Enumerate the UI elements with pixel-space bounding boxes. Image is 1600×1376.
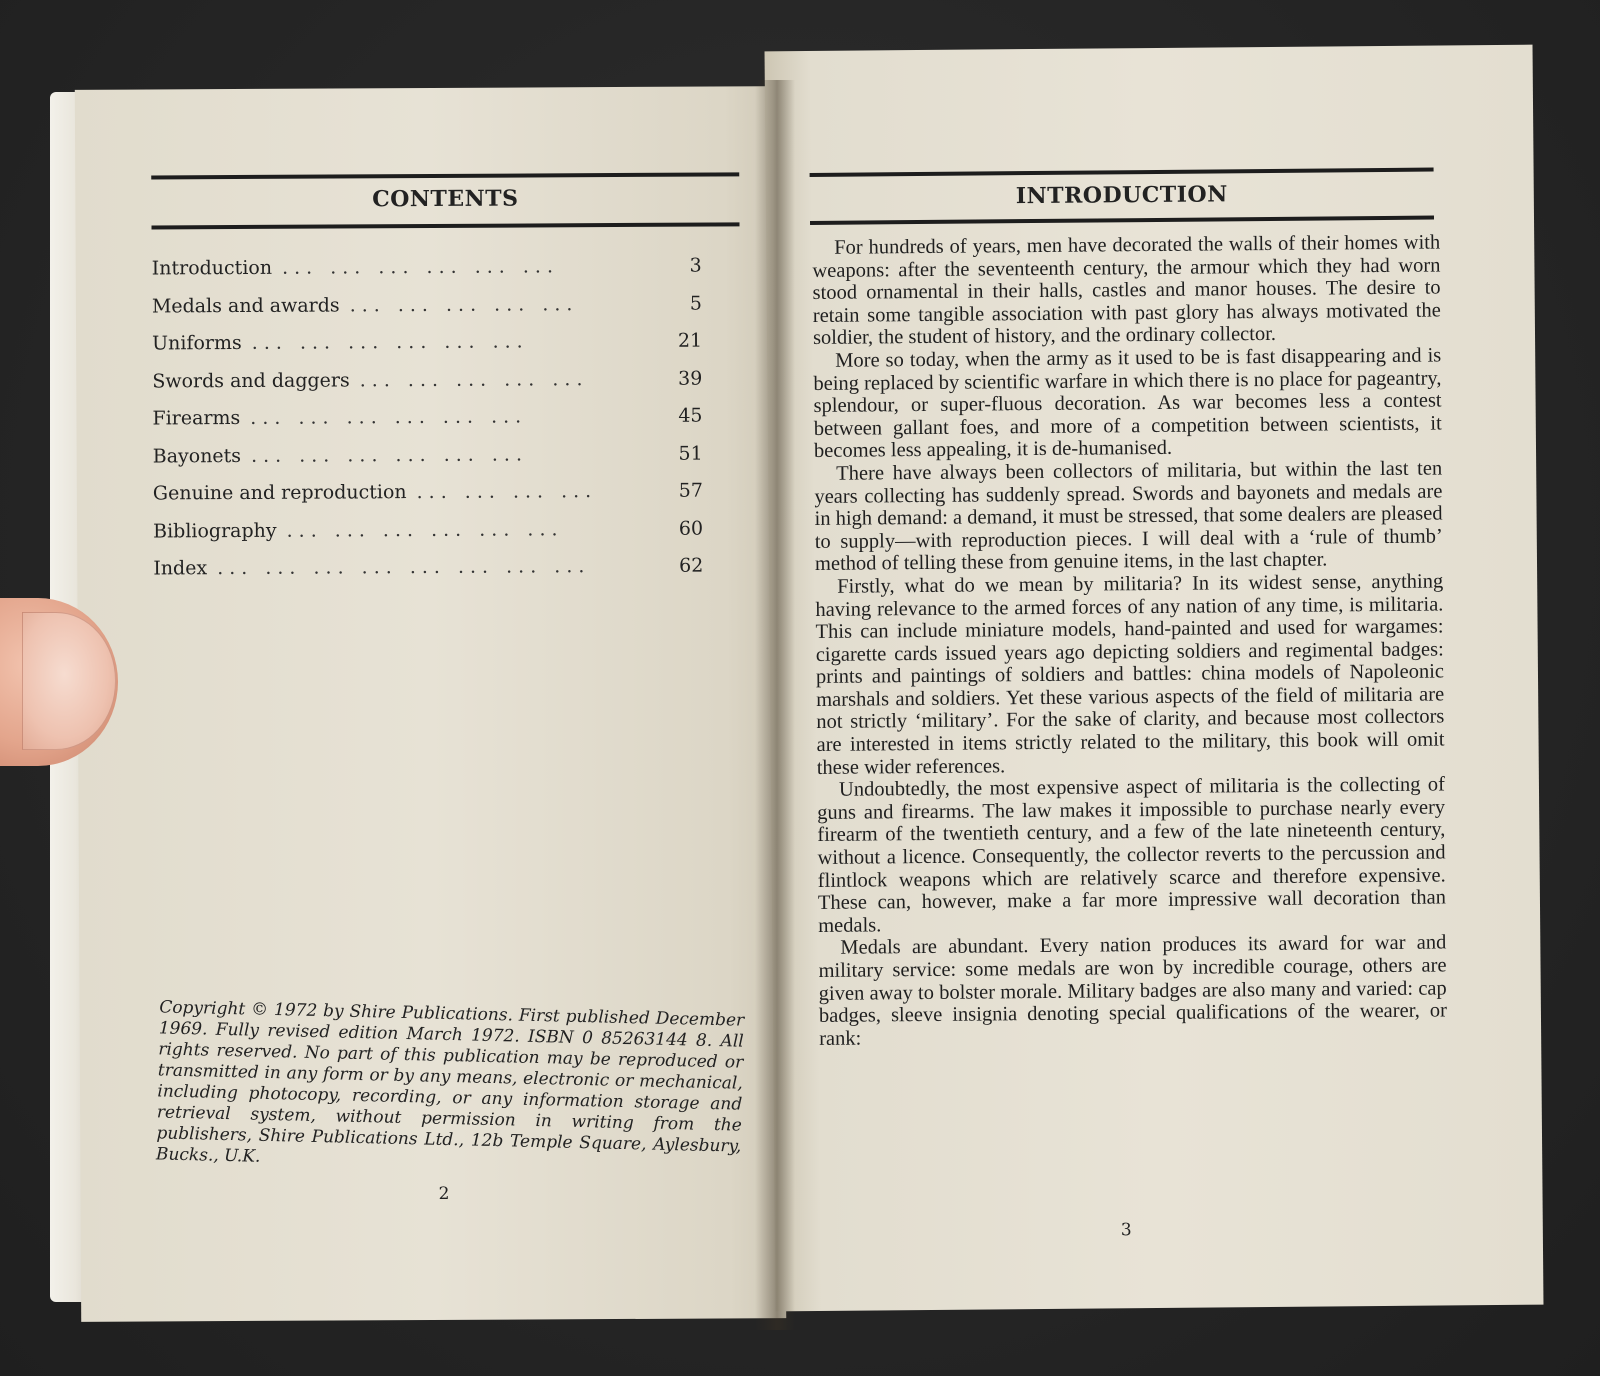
contents-bottom-rule xyxy=(151,222,739,229)
toc-leader-dots: ... ... ... ... ... xyxy=(359,367,589,391)
toc-title: Introduction xyxy=(151,256,273,280)
left-page xyxy=(75,86,786,1322)
introduction-heading: INTRODUCTION xyxy=(1015,181,1228,210)
toc-leader-dots: ... ... ... ... ... xyxy=(349,292,579,316)
toc-row[interactable] xyxy=(152,292,702,332)
page-number-right: 3 xyxy=(1120,1220,1132,1241)
toc-leader-dots: ... ... ... ... ... ... xyxy=(250,405,528,429)
toc-title: Firearms xyxy=(152,406,241,430)
toc-title: Bayonets xyxy=(152,444,242,467)
contents-top-rule xyxy=(151,172,739,179)
toc-title: Uniforms xyxy=(152,331,242,355)
toc-title: Bibliography xyxy=(153,519,277,542)
toc-row[interactable] xyxy=(152,330,702,370)
toc-leader-dots: ... ... ... ... xyxy=(416,480,598,504)
toc-leader-dots: ... ... ... ... ... ... xyxy=(286,517,564,542)
right-page xyxy=(765,45,1544,1312)
toc-leader-dots: ... ... ... ... ... ... ... ... xyxy=(217,555,591,580)
toc-page-number: 60 xyxy=(678,517,704,540)
toc-page-number: 51 xyxy=(678,442,703,465)
copyright-notice: Copyright © 1972 by Shire Publications. First published December 1969. Fully revised edition March 1972. ISBN 0 85263144 8. All rights reserved. No part of this publication may be reproduced or transmitted in any form or by any means, electronic or mechanical, including photocopy, recording, or any information storage and retrieval system, without permission in writing from the publishers, Shire Publications Ltd., 12b Temple Square, Aylesbury, Bucks., U.K. xyxy=(155,997,745,1167)
book-gutter-shadow xyxy=(755,80,795,1330)
toc-page-number: 3 xyxy=(689,254,702,277)
table-of-contents xyxy=(152,255,704,595)
page-number-left: 2 xyxy=(438,1183,450,1204)
toc-page-number: 57 xyxy=(678,479,703,502)
paragraph: Medals are abundant. Every nation produces its award for war and military service: some medals are won by incredible courage, others are given away to bolster morale. Military badges are also many and varied: cap badges, sleeve insignia denoting special qualifications of the wearer, or rank: xyxy=(818,931,1448,1050)
toc-title: Swords and daggers xyxy=(152,368,350,392)
toc-leader-dots: ... ... ... ... ... ... xyxy=(251,330,529,354)
introduction-top-rule xyxy=(810,168,1434,177)
toc-page-number: 39 xyxy=(678,367,703,390)
paragraph: Undoubtedly, the most expensive aspect of militaria is the collecting of guns and firearms. The law makes it impossible to purchase nearly every firearm of the twentieth century, and a few of the late nineteenth century, without a licence. Consequently, the collector reverts to the percussion and flintlock weapons which are relatively scarce and therefore expensive. These can, however, make a far more impressive wall decoration than medals. xyxy=(817,773,1447,937)
paragraph: There have always been collectors of militaria, but within the last ten years collecting has suddenly spread. Swords and bayonets and medals are in high demand: a demand, it must be stressed, that some dealers are pleased to supply—with reproduction pieces. I will deal with a ‘rule of thumb’ method of telling these from genuine items, in the last chapter. xyxy=(814,457,1443,576)
toc-title: Index xyxy=(153,557,208,580)
paragraph: Firstly, what do we mean by militaria? In its widest sense, anything having relevance to the armed forces of any nation of any time, is militaria. This can include miniature models, hand-painted and used for wargames: cigarette cards issued years ago depicting soldiers and regimental badges: prints and paintings of soldiers and battles: china models of Napoleonic marshals and soldiers. Yet these various aspects of the field of militaria are not strictly ‘military’. For the sake of clarity, and because most collectors are interested in items strictly related to the military, this book will omit these wider references. xyxy=(815,570,1445,779)
toc-row[interactable] xyxy=(153,480,703,520)
toc-row[interactable] xyxy=(153,442,703,482)
introduction-bottom-rule xyxy=(810,216,1434,225)
toc-leader-dots: ... ... ... ... ... ... xyxy=(250,442,529,467)
paragraph: More so today, when the army as it used to be is fast disappearing and is being replaced by scientific warfare in which there is no place for pageantry, splendour, or super-fluous decoration. As war becomes less a contest between gallant foes, and more of a competition between scientists, it becomes less appealing, it is de-humanised. xyxy=(813,344,1442,463)
introduction-text xyxy=(812,231,1447,1050)
toc-page-number: 45 xyxy=(678,404,703,427)
toc-title: Medals and awards xyxy=(151,293,340,317)
toc-leader-dots: ... ... ... ... ... ... xyxy=(281,255,560,279)
contents-heading: CONTENTS xyxy=(372,185,519,213)
toc-page-number: 62 xyxy=(679,554,704,577)
toc-row[interactable] xyxy=(152,367,702,407)
toc-page-number: 21 xyxy=(677,329,703,352)
paragraph: For hundreds of years, men have decorated the walls of their homes with weapons: after the seventeenth century, the armour which they had worn stood ornamental in their halls, castles and manor houses. The desire to retain some tangible association with past glory has always motivated the soldier, the student of history, and the ordinary collector. xyxy=(812,231,1441,350)
toc-row[interactable] xyxy=(153,517,703,557)
toc-title: Genuine and reproduction xyxy=(152,481,407,505)
toc-row[interactable] xyxy=(152,255,702,295)
toc-row[interactable] xyxy=(153,555,703,595)
toc-row[interactable] xyxy=(152,405,702,445)
toc-page-number: 5 xyxy=(689,292,702,315)
